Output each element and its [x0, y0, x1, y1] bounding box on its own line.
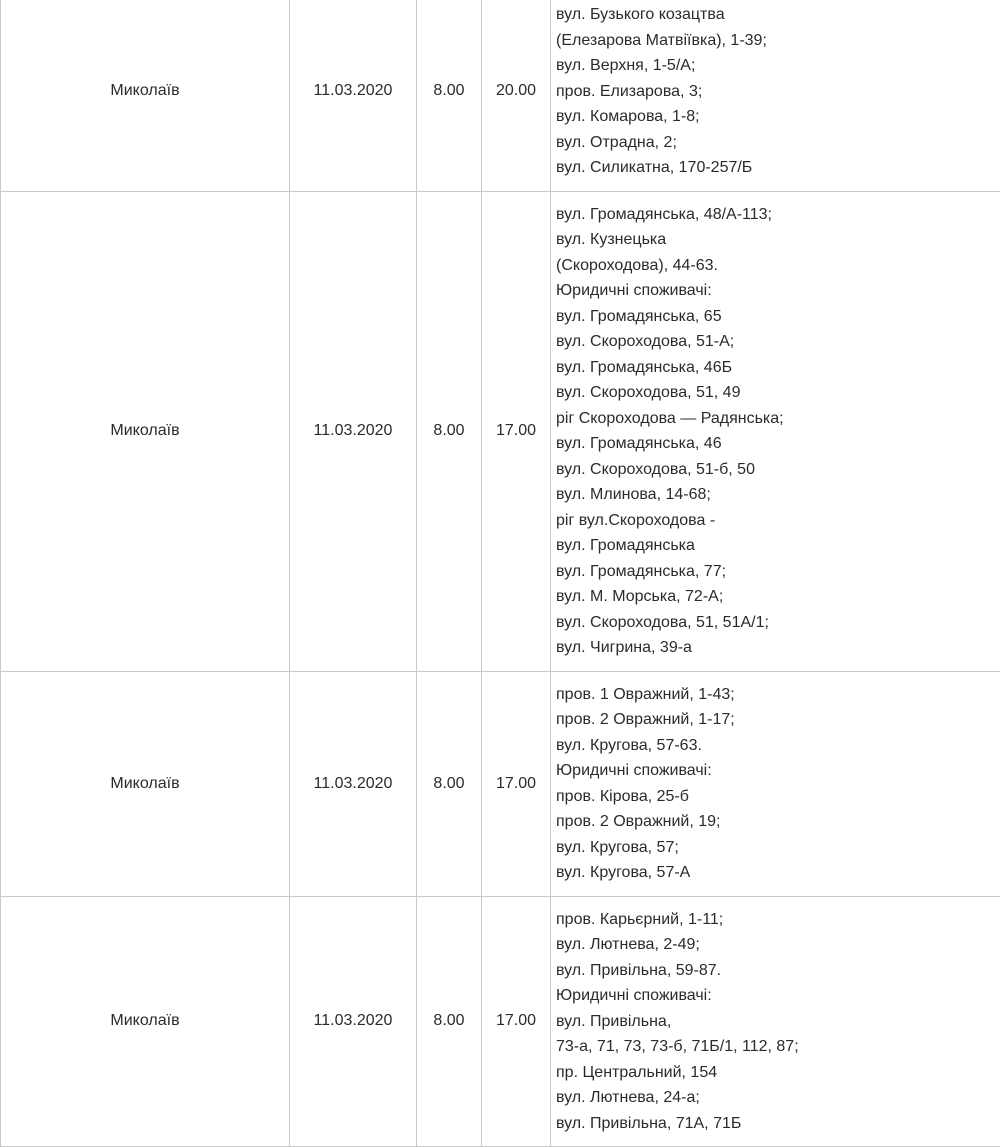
address-line: Юридичні споживачі:: [556, 758, 1000, 784]
address-line: Юридичні споживачі:: [556, 983, 1000, 1009]
city-cell: Миколаїв: [1, 0, 290, 191]
address-line: вул. Скороходова, 51-б, 50: [556, 457, 1000, 483]
end-time-cell: 17.00: [482, 896, 551, 1147]
address-line: вул. Громадянська, 77;: [556, 559, 1000, 585]
address-line: вул. Скороходова, 51-А;: [556, 329, 1000, 355]
start-time-cell: 8.00: [417, 896, 482, 1147]
address-line: 73-а, 71, 73, 73-б, 71Б/1, 112, 87;: [556, 1034, 1000, 1060]
address-line: вул. Чигрина, 39-а: [556, 635, 1000, 661]
address-line: вул. Отрадна, 2;: [556, 130, 1000, 156]
address-line: Юридичні споживачі:: [556, 278, 1000, 304]
city-cell: Миколаїв: [1, 896, 290, 1147]
date-cell: 11.03.2020: [290, 671, 417, 896]
address-line: вул. Кузнецька: [556, 227, 1000, 253]
address-line: пров. 1 Овражний, 1-43;: [556, 682, 1000, 708]
city-cell: Миколаїв: [1, 191, 290, 671]
address-line: пров. Карьєрний, 1-11;: [556, 907, 1000, 933]
address-line: пров. Елизарова, 3;: [556, 79, 1000, 105]
city-cell: Миколаїв: [1, 671, 290, 896]
end-time-cell: 17.00: [482, 191, 551, 671]
address-line: вул. Громадянська, 65: [556, 304, 1000, 330]
address-line: вул. Громадянська, 46: [556, 431, 1000, 457]
table-row: [1, 0, 1000, 191]
addresses-cell: [551, 0, 1000, 191]
address-list: [551, 897, 1000, 1147]
table-row: [1, 671, 1000, 896]
address-line: вул. Громадянська, 48/А-113;: [556, 202, 1000, 228]
address-line: пр. Центральний, 154: [556, 1060, 1000, 1086]
table-row: [1, 896, 1000, 1147]
address-line: вул. Комарова, 1-8;: [556, 104, 1000, 130]
address-line: ріг вул.Скороходова -: [556, 508, 1000, 534]
addresses-cell: [551, 671, 1000, 896]
address-line: вул. Громадянська, 46Б: [556, 355, 1000, 381]
end-time-cell: 17.00: [482, 671, 551, 896]
address-line: вул. Скороходова, 51, 51А/1;: [556, 610, 1000, 636]
address-line: вул. Кругова, 57;: [556, 835, 1000, 861]
start-time-cell: 8.00: [417, 0, 482, 191]
address-line: вул. Привільна,: [556, 1009, 1000, 1035]
date-cell: 11.03.2020: [290, 191, 417, 671]
address-line: вул. Лютнева, 24-а;: [556, 1085, 1000, 1111]
address-list: [551, 0, 1000, 191]
address-list: [551, 192, 1000, 671]
address-line: вул. Громадянська: [556, 533, 1000, 559]
address-line: вул. Привільна, 71А, 71Б: [556, 1111, 1000, 1137]
address-line: пров. 2 Овражний, 19;: [556, 809, 1000, 835]
end-time-cell: 20.00: [482, 0, 551, 191]
date-cell: 11.03.2020: [290, 0, 417, 191]
address-line: (Елезарова Матвіївка), 1-39;: [556, 28, 1000, 54]
address-line: вул. Кругова, 57-А: [556, 860, 1000, 886]
address-line: вул. Лютнева, 2-49;: [556, 932, 1000, 958]
start-time-cell: 8.00: [417, 191, 482, 671]
addresses-cell: [551, 191, 1000, 671]
address-line: пров. 2 Овражний, 1-17;: [556, 707, 1000, 733]
address-line: ріг Скороходова — Радянська;: [556, 406, 1000, 432]
address-line: (Скороходова), 44-63.: [556, 253, 1000, 279]
address-line: пров. Кірова, 25-б: [556, 784, 1000, 810]
address-line: вул. Бузького козацтва: [556, 2, 1000, 28]
address-line: вул. Силикатна, 170-257/Б: [556, 155, 1000, 181]
table-row: [1, 191, 1000, 671]
address-line: вул. Млинова, 14-68;: [556, 482, 1000, 508]
address-list: [551, 672, 1000, 896]
start-time-cell: 8.00: [417, 671, 482, 896]
address-line: вул. Скороходова, 51, 49: [556, 380, 1000, 406]
date-cell: 11.03.2020: [290, 896, 417, 1147]
address-line: вул. Кругова, 57-63.: [556, 733, 1000, 759]
table-body: [1, 0, 1000, 1147]
address-line: вул. Верхня, 1-5/А;: [556, 53, 1000, 79]
address-line: вул. Привільна, 59-87.: [556, 958, 1000, 984]
address-line: вул. М. Морська, 72-А;: [556, 584, 1000, 610]
addresses-cell: [551, 896, 1000, 1147]
